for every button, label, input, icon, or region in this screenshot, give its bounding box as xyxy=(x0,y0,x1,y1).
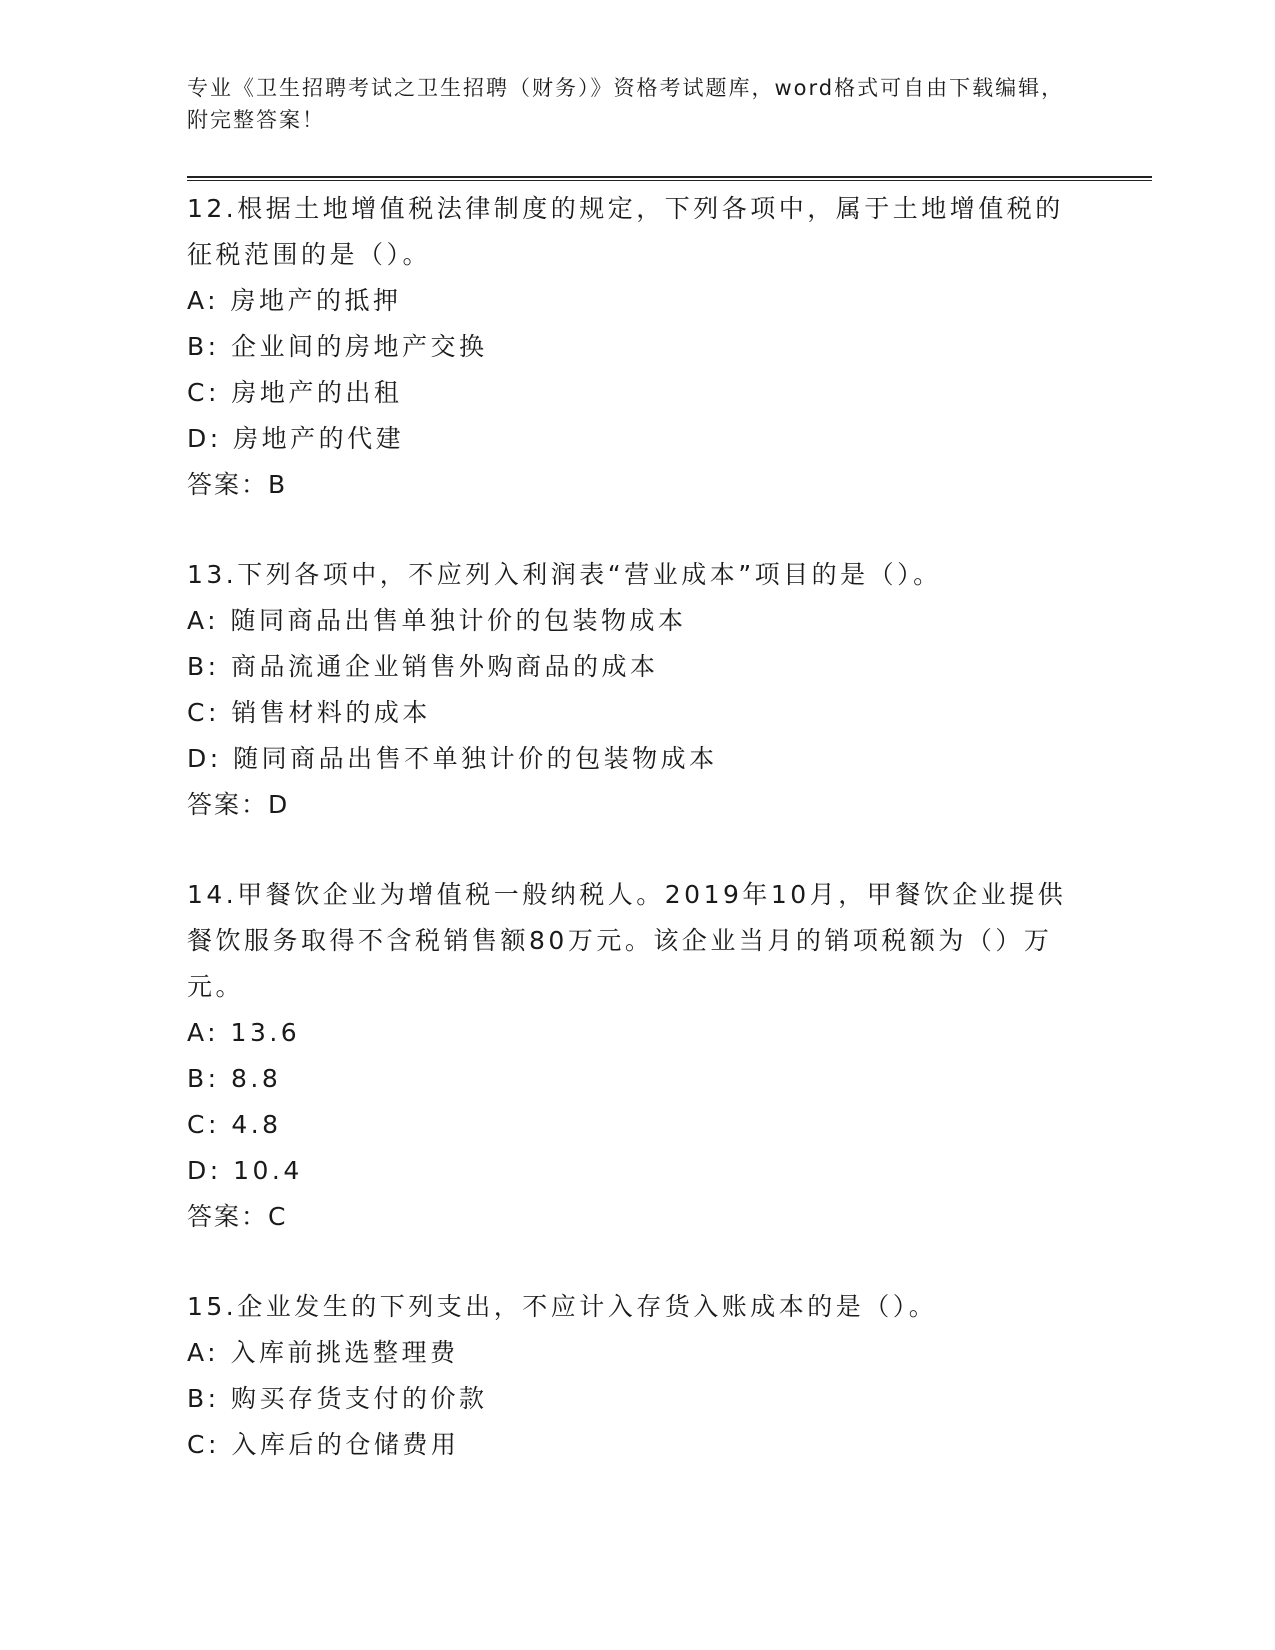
answer: 答案：C xyxy=(187,1202,288,1231)
question-text: 12.根据土地增值税法律制度的规定，下列各项中，属于土地增值税的征税范围的是（）。 xyxy=(187,194,1064,269)
option-a: A: 房地产的抵押 xyxy=(187,286,402,315)
option-d: D: 随同商品出售不单独计价的包装物成本 xyxy=(187,744,718,773)
answer: 答案：B xyxy=(187,470,288,499)
question-list xyxy=(187,186,1087,1512)
option-b: B: 购买存货支付的价款 xyxy=(187,1384,488,1413)
question-12 xyxy=(187,186,1087,508)
option-c: C: 入库后的仓储费用 xyxy=(187,1430,460,1459)
header-divider xyxy=(187,176,1152,181)
option-c: C: 4.8 xyxy=(187,1110,282,1139)
option-b: B: 企业间的房地产交换 xyxy=(187,332,488,361)
answer: 答案：D xyxy=(187,790,290,819)
question-text: 14.甲餐饮企业为增值税一般纳税人。2019年10月，甲餐饮企业提供餐饮服务取得不含税销售额80万元。该企业当月的销项税额为（）万元。 xyxy=(187,880,1067,1001)
document-header: 专业《卫生招聘考试之卫生招聘（财务）》资格考试题库，word格式可自由下载编辑，附完整答案！ xyxy=(187,76,1065,132)
option-a: A: 随同商品出售单独计价的包装物成本 xyxy=(187,606,687,635)
option-a: A: 入库前挑选整理费 xyxy=(187,1338,459,1367)
option-d: D: 10.4 xyxy=(187,1156,303,1185)
question-13 xyxy=(187,552,1087,828)
question-14 xyxy=(187,872,1087,1240)
option-c: C: 销售材料的成本 xyxy=(187,698,431,727)
option-b: B: 商品流通企业销售外购商品的成本 xyxy=(187,652,659,681)
option-b: B: 8.8 xyxy=(187,1064,282,1093)
option-a: A: 13.6 xyxy=(187,1018,301,1047)
question-text: 13.下列各项中，不应列入利润表“营业成本”项目的是（）。 xyxy=(187,560,942,589)
question-15 xyxy=(187,1284,1087,1468)
option-d: D: 房地产的代建 xyxy=(187,424,405,453)
option-c: C: 房地产的出租 xyxy=(187,378,403,407)
question-text: 15.企业发生的下列支出，不应计入存货入账成本的是（）。 xyxy=(187,1292,938,1321)
